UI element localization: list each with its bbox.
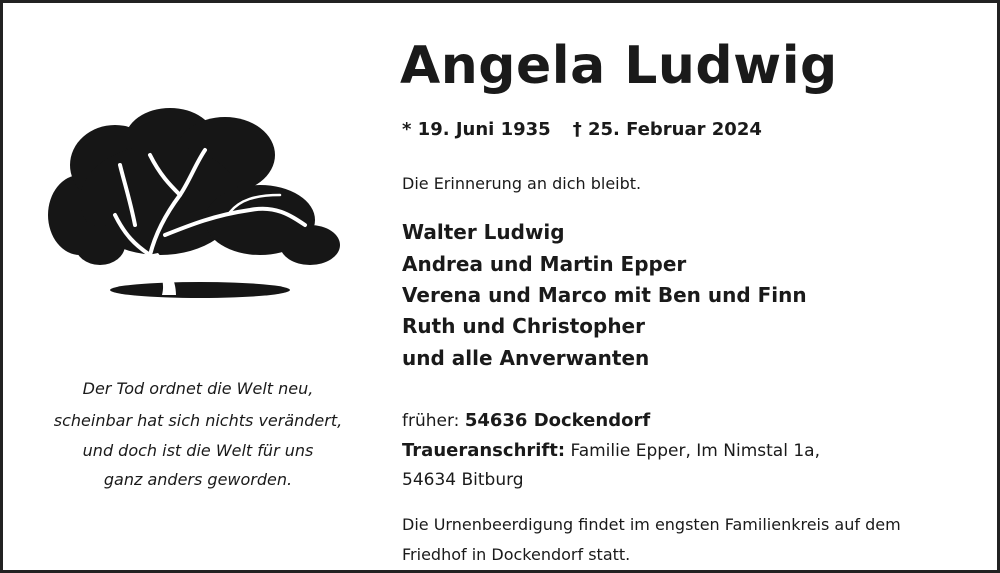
birth-date: * 19. Juni 1935 <box>402 119 551 140</box>
address-line1: Familie Epper, Im Nimstal 1a, <box>570 441 820 461</box>
burial-line2: Friedhof in Dockendorf statt. <box>402 545 631 564</box>
quote-line: ganz anders geworden. <box>103 470 293 489</box>
mourner: Verena und Marco mit Ben und Finn <box>402 283 807 307</box>
formerly-label: früher: <box>402 411 460 431</box>
quote-line: Der Tod ordnet die Welt neu, <box>82 379 314 398</box>
address-line2: 54634 Bitburg <box>402 470 524 490</box>
death-date: † 25. Februar 2024 <box>572 119 762 140</box>
motto: Die Erinnerung an dich bleibt. <box>402 174 642 193</box>
mourner: Ruth und Christopher <box>402 314 645 338</box>
burial-line1: Die Urnenbeerdigung findet im engsten Familienkreis auf dem <box>402 515 901 534</box>
life-dates <box>402 121 784 139</box>
mourner: und alle Anverwanten <box>402 346 650 370</box>
mourner: Walter Ludwig <box>402 220 565 244</box>
quote-line: scheinbar hat sich nichts verändert, <box>53 411 343 430</box>
tree-illustration <box>40 105 350 305</box>
deceased-name: Angela Ludwig <box>400 36 838 96</box>
address-line <box>402 442 820 460</box>
mourner: Andrea und Martin Epper <box>402 252 687 276</box>
formerly-place: 54636 Dockendorf <box>464 410 651 431</box>
quote-line: und doch ist die Welt für uns <box>82 441 314 460</box>
address-label: Traueranschrift: <box>402 440 566 461</box>
formerly-line <box>402 412 650 430</box>
